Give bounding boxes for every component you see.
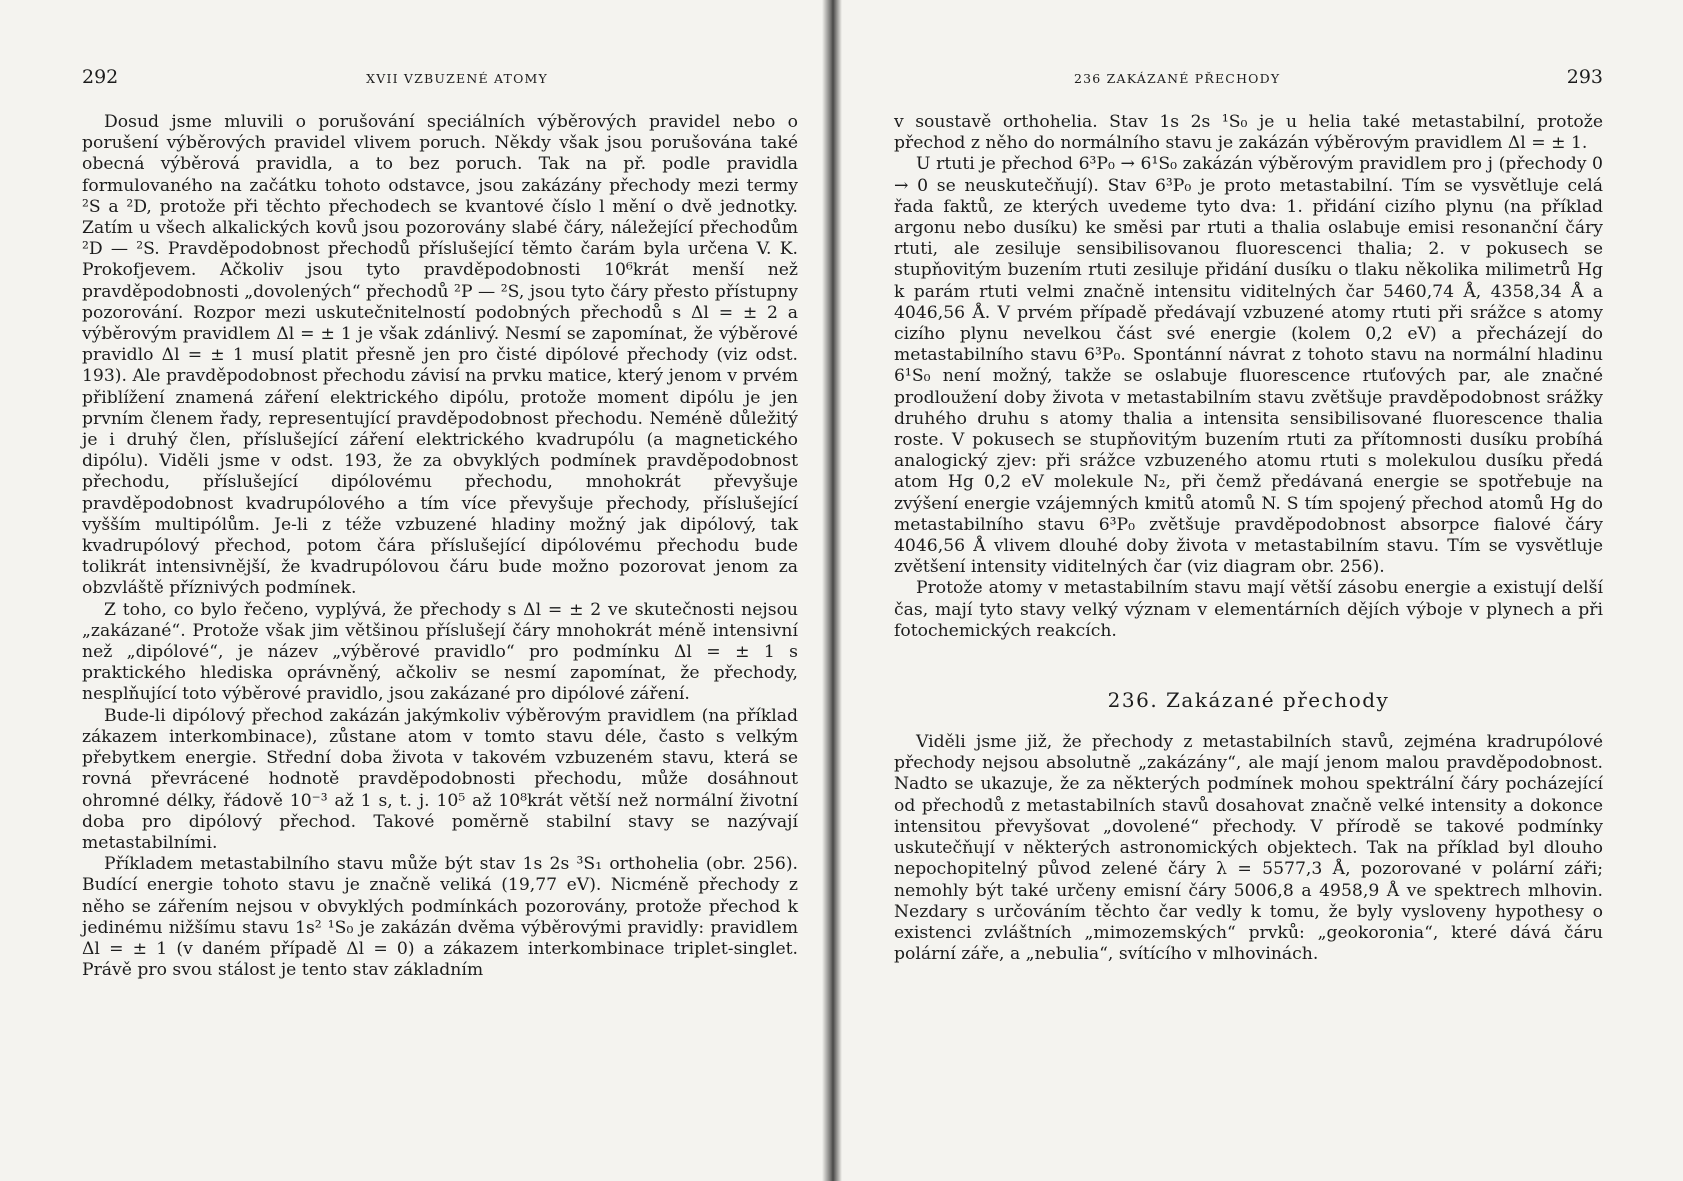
paragraph: Z toho, co bylo řečeno, vyplývá, že přechody s Δl = ± 2 ve skutečnosti nejsou „zakázané“. Protože však jim většinou příslušejí čáry mnohokrát méně intensivní než „dipólové“, je název „výběrové pravidlo“ pro podmínku Δl = ± 1 s praktického hlediska oprávněný, ačkoliv se nesmí zapomínat, že přechody, nesplňující toto výběrové pravidlo, jsou zakázané pro dipólové záření. [82,599,798,705]
right-page-number: 293 [1566,66,1603,88]
right-body-text [894,112,1603,965]
paragraph: Dosud jsme mluvili o porušování speciálních výběrových pravidel nebo o porušení výběrových pravidel vlivem poruch. Někdy však jsou porušována také obecná výběrová pravidla, a to bez poruch. Tak na př. podle pravidla formulovaného na začátku tohoto odstavce, jsou zakázány přechody mezi termy ²S a ²D, protože při těchto přechodech se kvantové číslo l mění o dvě jednotky. Zatím u všech alkalických kovů jsou pozorovány slabé čáry, náležející přechodům ²D — ²S. Pravděpodobnost přechodů příslušející těmto čarám byla určena V. K. Prokofjevem. Ačkoliv jsou tyto pravděpodobnosti 10⁶krát menší než pravděpodobnosti „dovolených“ přechodů ²P — ²S, jsou tyto čáry přesto přístupny pozorování. Rozpor mezi uskutečnitelností podobných přechodů s Δl = ± 2 a výběrovým pravidlem Δl = ± 1 je však zdánlivý. Nesmí se zapomínat, že výběrové pravidlo Δl = ± 1 musí platit přesně jen pro čisté dipólové přechody (viz odst. 193). Ale pravděpodobnost přechodu závisí na prvku matice, který jenom v prvém přiblížení znamená záření elektrického dipólu, protože moment dipólu je jen prvním členem řady, representující pravděpodobnost přechodu. Neméně důležitý je i druhý člen, příslušející záření elektrického kvadrupólu (a magnetického dipólu). Viděli jsme v odst. 193, že za obvyklých podmínek pravděpodobnost přechodu, příslušející dipólovému přechodu, mnohokrát převyšuje pravděpodobnost kvadrupólového a tím více převyšuje přechody, příslušející vyšším multipólům. Je-li z téže vzbuzené hladiny možný jak dipólový, tak kvadrupólový přechod, potom čára příslušející dipólovému přechodu bude tolikrát intensivnější, že kvadrupólovou čáru bude možno pozorovat jenom za obzvláště příznivých podmínek. [82,112,798,599]
left-page-number: 292 [82,66,119,88]
section-heading: 236. Zakázané přechody [1107,688,1390,713]
paragraph: v soustavě orthohelia. Stav 1s 2s ¹S₀ je u helia také metastabilní, protože přechod z něho do normálního stavu je zakázán výběrovým pravidlem Δl = ± 1. [894,112,1603,154]
right-running-head [894,66,1603,88]
paragraph: Bude-li dipólový přechod zakázán jakýmkoliv výběrovým pravidlem (na příklad zákazem interkombinace), zůstane atom v tomto stavu déle, často s velkým přebytkem energie. Střední doba života v takovém vzbuzeném stavu, která se rovná převrácené hodnotě pravděpodobnosti přechodu, může dosáhnout ohromné délky, řádově 10⁻³ až 1 s, t. j. 10⁵ až 10⁸krát větší než normální životní doba pro dipólový přechod. Takové poměrně stabilní stavy se nazývají metastabilními. [82,705,798,853]
left-running-head [82,66,798,88]
left-page [0,0,830,1181]
paragraph: Protože atomy v metastabilním stavu mají větší zásobu energie a existují delší čas, mají tyto stavy velký význam v elementárních dějích výboje v plynech a při fotochemických reakcích. [894,578,1603,641]
left-body-text [82,112,798,981]
right-page [838,0,1683,1181]
paragraph: U rtuti je přechod 6³P₀ → 6¹S₀ zakázán výběrovým pravidlem pro j (přechody 0 → 0 se neuskutečňují). Stav 6³P₀ je proto metastabilní. Tím se vysvětluje celá řada faktů, ze kterých uvedeme tyto dva: 1. přidání cizího plynu (na příklad argonu nebo dusíku) ke směsi par rtuti a thalia oslabuje emisi resonanční čáry rtuti, ale zesiluje sensibilisovanou fluorescenci thalia; 2. v pokusech se stupňovitým buzením rtuti zesiluje přidání dusíku o tlaku několika milimetrů Hg k parám rtuti velmi značně intensitu viditelných čar 5460,74 Å, 4358,34 Å a 4046,56 Å. V prvém případě předávají vzbuzené atomy rtuti při srážce s atomy cizího plynu nevelkou část své energie (kolem 0,2 eV) a přecházejí do metastabilního stavu 6³P₀. Spontánní návrat z tohoto stavu na normální hladinu 6¹S₀ není možný, takže se oslabuje fluorescence rtuťových par, ale značné prodloužení doby života v metastabilním stavu zvětšuje pravděpodobnost srážky druhého druhu s atomy thalia a intensita sensibilisované fluorescence thalia roste. V pokusech se stupňovitým buzením rtuti za přítomnosti dusíku probíhá analogický zjev: při srážce vzbuzeného atomu rtuti s molekulou dusíku předá atom Hg 0,2 eV molekule N₂, při čemž předávaná energie se spotřebuje na zvýšení energie vzájemných kmitů atomů N. S tím spojený přechod atomů Hg do metastabilního stavu 6³P₀ zvětšuje pravděpodobnost absorpce fialové čáry 4046,56 Å vlivem dlouhé doby života v metastabilním stavu. Tím se vysvětluje zvětšení intensity viditelných čar (viz diagram obr. 256). [894,154,1603,578]
left-chapter-title: XVII VZBUZENÉ ATOMY [366,71,548,86]
paragraph: Příkladem metastabilního stavu může být stav 1s 2s ³S₁ orthohelia (obr. 256). Budící energie tohoto stavu je značně veliká (19,77 eV). Nicméně přechody z něho se zářením nejsou v obvyklých podmínkách pozorovány, protože přechod k jedinému nižšímu stavu 1s² ¹S₀ je zakázán dvěma výběrovými pravidly: pravidlem Δl = ± 1 (v daném případě Δl = 0) a zákazem interkombinace triplet-singlet. Právě pro svou stálost je tento stav základním [82,854,798,981]
paragraph: Viděli jsme již, že přechody z metastabilních stavů, zejména kradrupólové přechody nejsou absolutně „zakázány“, ale mají jenom malou pravděpodobnost. Nadto se ukazuje, že za některých podmínek mohou spektrální čáry pocházející od přechodů z metastabilních stavů dosahovat značně velké intensity a dokonce intensitou převyšovat „dovolené“ přechody. V přírodě se takové podmínky uskutečňují v některých astronomických objektech. Tak na příklad byl dlouho nepochopitelný původ zelené čáry λ = 5577,3 Å, pozorované v polární záři; nemohly být také určeny emisní čáry 5006,8 a 4958,9 Å ve spektrech mlhovin. Nezdary s určováním těchto čar vedly k tomu, že byly vysloveny hypothesy o existenci zvláštních „mimozemských“ prvků: „geokoronia“, které dává čáru polární záře, a „nebulia“, svítícího v mlhovinách. [894,732,1603,965]
right-section-title: 236 ZAKÁZANÉ PŘECHODY [1074,71,1281,86]
